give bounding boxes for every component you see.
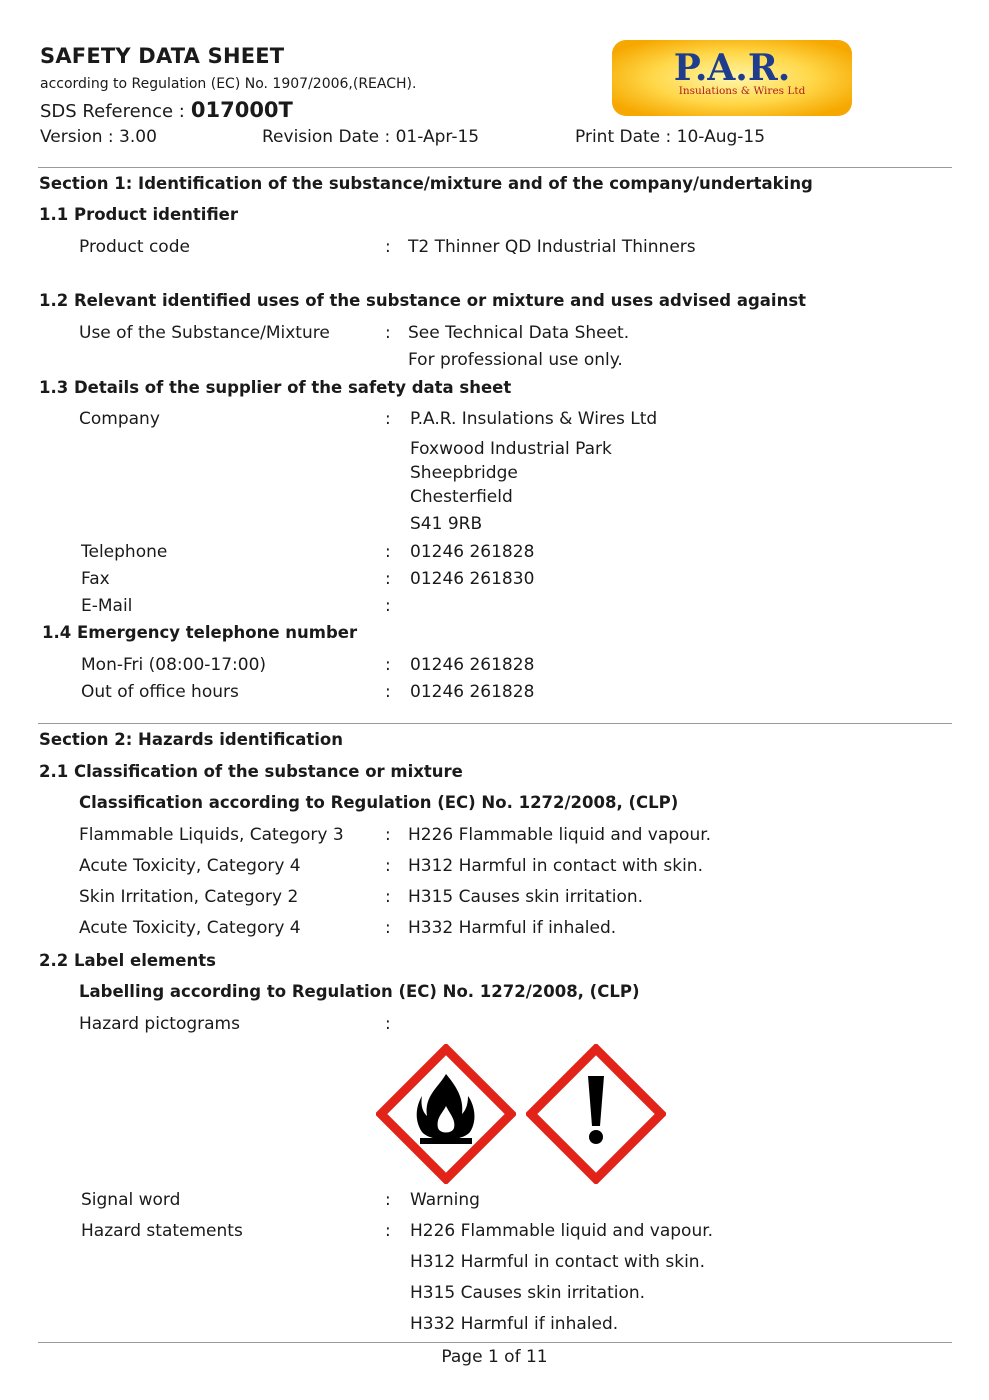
svg-text:Insulations & Wires Ltd: Insulations & Wires Ltd bbox=[678, 85, 806, 97]
classification-label: Flammable Liquids, Category 3 bbox=[79, 825, 344, 845]
fax-value: 01246 261830 bbox=[410, 569, 535, 589]
colon: : bbox=[385, 596, 391, 616]
hazard-statement: H332 Harmful if inhaled. bbox=[410, 1314, 619, 1334]
address-line: S41 9RB bbox=[410, 514, 483, 534]
classification-value: H312 Harmful in contact with skin. bbox=[408, 856, 703, 876]
company-label: Company bbox=[79, 409, 160, 429]
signal-word-value: Warning bbox=[410, 1190, 480, 1210]
hazard-pictograms-label: Hazard pictograms bbox=[79, 1014, 240, 1034]
page-number: Page 1 of 11 bbox=[441, 1347, 548, 1367]
document-title: SAFETY DATA SHEET bbox=[40, 44, 285, 68]
colon: : bbox=[385, 887, 391, 907]
version: Version : 3.00 bbox=[40, 127, 157, 147]
section-2-2-heading: 2.2 Label elements bbox=[39, 951, 216, 970]
hazard-statement: H315 Causes skin irritation. bbox=[410, 1283, 646, 1303]
classification-label: Acute Toxicity, Category 4 bbox=[79, 856, 301, 876]
classification-value: H332 Harmful if inhaled. bbox=[408, 918, 617, 938]
regulation-note: according to Regulation (EC) No. 1907/2006,(REACH). bbox=[40, 76, 417, 92]
section-1-3-heading: 1.3 Details of the supplier of the safety data sheet bbox=[39, 378, 512, 397]
sds-reference-label: SDS Reference : bbox=[40, 101, 185, 122]
classification-subheading: Classification according to Regulation (EC) No. 1272/2008, (CLP) bbox=[79, 793, 679, 812]
company-value: P.A.R. Insulations & Wires Ltd bbox=[410, 409, 658, 429]
section-1-4-heading: 1.4 Emergency telephone number bbox=[42, 623, 358, 642]
divider bbox=[38, 167, 952, 168]
labelling-subheading: Labelling according to Regulation (EC) No. 1272/2008, (CLP) bbox=[79, 982, 640, 1001]
colon: : bbox=[385, 856, 391, 876]
hazard-statement: H312 Harmful in contact with skin. bbox=[410, 1252, 705, 1272]
colon: : bbox=[385, 323, 391, 343]
section-2-1-heading: 2.1 Classification of the substance or mixture bbox=[39, 762, 463, 781]
hazard-statement: H226 Flammable liquid and vapour. bbox=[410, 1221, 714, 1241]
classification-label: Acute Toxicity, Category 4 bbox=[79, 918, 301, 938]
colon: : bbox=[385, 918, 391, 938]
hazard-statements-label: Hazard statements bbox=[81, 1221, 243, 1241]
revision-date: Revision Date : 01-Apr-15 bbox=[262, 127, 480, 147]
classification-label: Skin Irritation, Category 2 bbox=[79, 887, 299, 907]
divider bbox=[38, 723, 952, 724]
out-of-office-label: Out of office hours bbox=[81, 682, 239, 702]
section-1-heading: Section 1: Identification of the substance/mixture and of the company/undertaking bbox=[39, 174, 813, 193]
address-line: Sheepbridge bbox=[410, 463, 518, 483]
address-line: Foxwood Industrial Park bbox=[410, 439, 612, 459]
product-code-value: T2 Thinner QD Industrial Thinners bbox=[408, 237, 696, 257]
signal-word-label: Signal word bbox=[81, 1190, 181, 1210]
section-2-heading: Section 2: Hazards identification bbox=[39, 730, 343, 749]
colon: : bbox=[385, 825, 391, 845]
colon: : bbox=[385, 237, 391, 257]
colon: : bbox=[385, 682, 391, 702]
exclamation-mark-icon bbox=[526, 1044, 666, 1184]
telephone-value: 01246 261828 bbox=[410, 542, 535, 562]
mon-fri-label: Mon-Fri (08:00-17:00) bbox=[81, 655, 267, 675]
colon: : bbox=[385, 542, 391, 562]
use-value-2: For professional use only. bbox=[408, 350, 623, 370]
fax-label: Fax bbox=[81, 569, 110, 589]
print-date: Print Date : 10-Aug-15 bbox=[575, 127, 766, 147]
section-1-2-heading: 1.2 Relevant identified uses of the substance or mixture and uses advised against bbox=[39, 291, 807, 310]
sds-reference bbox=[40, 98, 293, 122]
email-label: E-Mail bbox=[81, 596, 133, 616]
use-value-1: See Technical Data Sheet. bbox=[408, 323, 630, 343]
address-line: Chesterfield bbox=[410, 487, 513, 507]
colon: : bbox=[385, 409, 391, 429]
use-label: Use of the Substance/Mixture bbox=[79, 323, 330, 343]
divider bbox=[38, 1342, 952, 1343]
classification-value: H226 Flammable liquid and vapour. bbox=[408, 825, 712, 845]
colon: : bbox=[385, 1221, 391, 1241]
telephone-label: Telephone bbox=[81, 542, 168, 562]
colon: : bbox=[385, 1190, 391, 1210]
sds-reference-code: 017000T bbox=[190, 98, 293, 122]
colon: : bbox=[385, 569, 391, 589]
svg-text:P.A.R.: P.A.R. bbox=[673, 47, 791, 89]
section-1-1-heading: 1.1 Product identifier bbox=[39, 205, 239, 224]
colon: : bbox=[385, 655, 391, 675]
colon: : bbox=[385, 1014, 391, 1034]
company-logo bbox=[612, 40, 852, 116]
flame-icon bbox=[376, 1044, 516, 1184]
out-of-office-value: 01246 261828 bbox=[410, 682, 535, 702]
mon-fri-value: 01246 261828 bbox=[410, 655, 535, 675]
product-code-label: Product code bbox=[79, 237, 190, 257]
classification-value: H315 Causes skin irritation. bbox=[408, 887, 644, 907]
